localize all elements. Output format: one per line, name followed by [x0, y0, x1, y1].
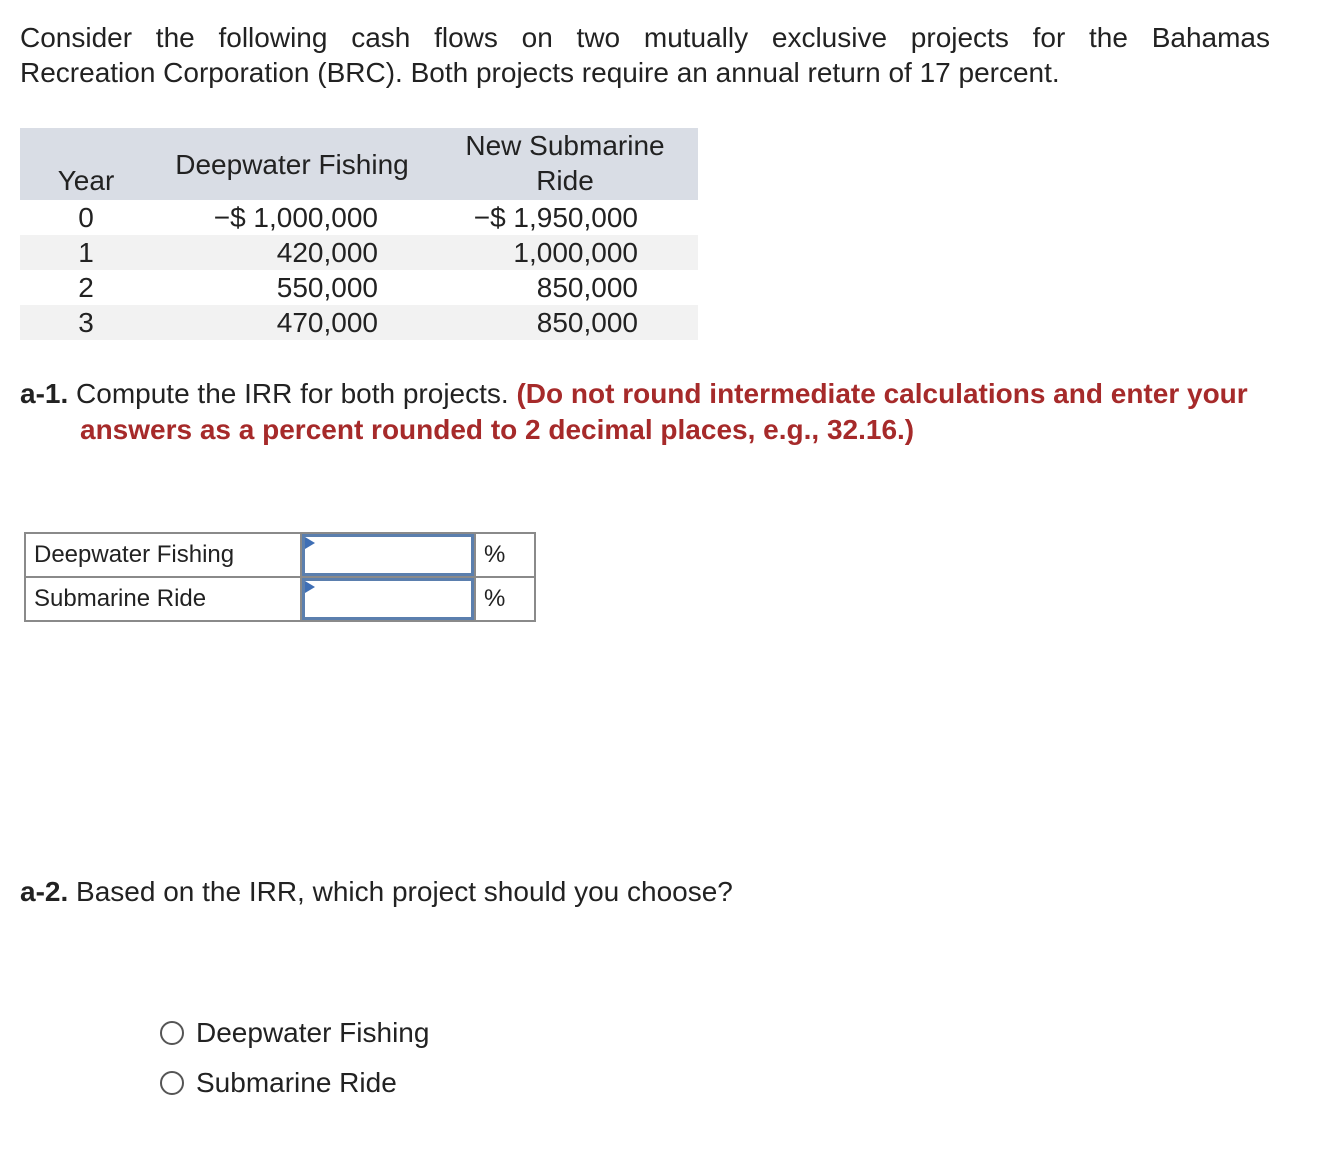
answer-row-submarine [25, 577, 535, 621]
header-deepwater-fishing: Deepwater Fishing [175, 148, 409, 180]
cell-deepwater: 470,000 [276, 307, 378, 338]
question-a1 [20, 376, 1250, 448]
question-a2-number: a-2. [20, 876, 69, 907]
option-label: Deepwater Fishing [196, 1017, 430, 1048]
question-a2 [20, 874, 733, 910]
option-submarine-ride[interactable] [160, 1058, 429, 1108]
project-choice-options [160, 1008, 429, 1108]
table-row [20, 305, 698, 340]
percent-sign: % [475, 533, 535, 577]
question-a1-number: a-1. [20, 378, 69, 409]
cell-submarine: 1,000,000 [513, 237, 638, 268]
cash-flow-header-row [20, 128, 698, 200]
cell-deepwater: −$ 1,000,000 [213, 202, 378, 233]
cell-deepwater: 420,000 [276, 237, 378, 268]
answer-cell-deepwater [301, 533, 475, 577]
answer-label-submarine: Submarine Ride [25, 577, 301, 621]
option-deepwater-fishing[interactable] [160, 1008, 429, 1058]
question-a2-text: Based on the IRR, which project should you choose? [76, 876, 733, 907]
irr-deepwater-input[interactable] [302, 534, 474, 576]
cell-submarine: −$ 1,950,000 [473, 202, 638, 233]
cell-submarine: 850,000 [536, 307, 638, 338]
radio-button-icon[interactable] [160, 1071, 184, 1095]
irr-answer-table [24, 532, 536, 622]
table-row [20, 235, 698, 270]
cell-submarine: 850,000 [536, 272, 638, 303]
radio-button-icon[interactable] [160, 1021, 184, 1045]
option-label: Submarine Ride [196, 1067, 397, 1098]
cell-year: 2 [78, 272, 94, 303]
answer-flag-icon [305, 581, 315, 593]
answer-cell-submarine [301, 577, 475, 621]
percent-sign: % [475, 577, 535, 621]
header-submarine-line-1: New Submarine [465, 130, 665, 161]
header-submarine-line-2: Ride [536, 165, 594, 196]
cash-flow-table [20, 128, 698, 340]
header-new-submarine-ride [432, 128, 698, 200]
irr-submarine-input[interactable] [302, 578, 474, 620]
answer-row-deepwater [25, 533, 535, 577]
answer-label-deepwater: Deepwater Fishing [25, 533, 301, 577]
cell-deepwater: 550,000 [276, 272, 378, 303]
header-year: Year [57, 165, 115, 196]
cell-year: 1 [78, 237, 94, 268]
question-a1-note: (Do not round intermediate calculations and enter your answers as a percent rounded to 2 decimal places, e.g., 32.16.) [80, 378, 1248, 445]
answer-flag-icon [305, 537, 315, 549]
table-row [20, 270, 698, 305]
intro-line-2: Recreation Corporation (BRC). Both projects require an annual return of 17 percent. [20, 57, 1060, 88]
table-row [20, 200, 698, 235]
question-a1-text: Compute the IRR for both projects. [76, 378, 509, 409]
problem-intro [20, 20, 1270, 90]
cell-year: 3 [78, 307, 94, 338]
intro-line-1: Consider the following cash flows on two mutually exclusive projects for the Bahamas [20, 22, 1270, 53]
cell-year: 0 [78, 202, 94, 233]
